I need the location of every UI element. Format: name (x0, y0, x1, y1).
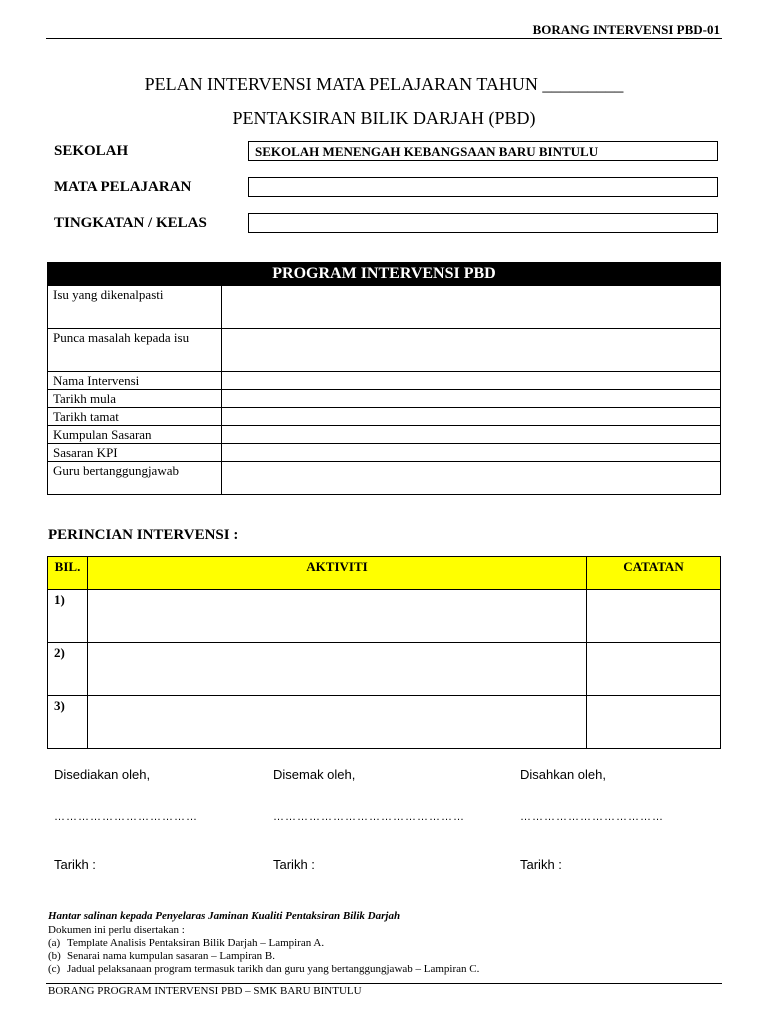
program-row-label: Nama Intervensi (48, 372, 222, 390)
approved-by-label: Disahkan oleh, (520, 767, 606, 782)
school-field[interactable]: SEKOLAH MENENGAH KEBANGSAAN BARU BINTULU (248, 141, 718, 161)
note-item (48, 937, 324, 949)
footer-divider (46, 983, 722, 984)
program-row-value[interactable] (222, 462, 721, 495)
footer-text: BORANG PROGRAM INTERVENSI PBD – SMK BARU BINTULU (48, 985, 362, 997)
details-title: PERINCIAN INTERVENSI : (48, 527, 239, 543)
note-item-number: (a) (48, 937, 61, 949)
activity-cell[interactable] (88, 643, 587, 696)
approved-by-signature-line[interactable]: ……………………………… (520, 811, 664, 823)
prepared-by-label: Disediakan oleh, (54, 767, 151, 782)
program-row-label: Guru bertanggungjawab (48, 462, 222, 495)
row-number: 2) (48, 643, 88, 696)
note-item-text: Senarai nama kumpulan sasaran – Lampiran B. (67, 950, 276, 962)
note-item (48, 950, 275, 962)
program-row-label: Sasaran KPI (48, 444, 222, 462)
prepared-by-date-label: Tarikh : (54, 857, 96, 872)
program-row-value[interactable] (222, 286, 721, 329)
program-row-value[interactable] (222, 408, 721, 426)
note-cell[interactable] (587, 643, 721, 696)
program-row-label: Punca masalah kepada isu (48, 329, 222, 372)
school-label: SEKOLAH (54, 143, 129, 159)
subject-field[interactable] (248, 177, 718, 197)
prepared-by-signature-line[interactable]: ……………………………… (54, 811, 198, 823)
class-field[interactable] (248, 213, 718, 233)
activity-cell[interactable] (88, 590, 587, 643)
col-header-bil: BIL. (48, 557, 88, 590)
checked-by-date-label: Tarikh : (273, 857, 315, 872)
form-code: BORANG INTERVENSI PBD-01 (532, 22, 720, 37)
program-row-label: Kumpulan Sasaran (48, 426, 222, 444)
program-row-label: Tarikh mula (48, 390, 222, 408)
note-cell[interactable] (587, 590, 721, 643)
checked-by-label: Disemak oleh, (273, 767, 356, 782)
note-item-text: Template Analisis Pentaksiran Bilik Darjah – Lampiran A. (67, 937, 325, 949)
program-row-value[interactable] (222, 372, 721, 390)
program-heading: PROGRAM INTERVENSI PBD (48, 263, 721, 286)
class-label: TINGKATAN / KELAS (54, 215, 207, 231)
note-item-number: (c) (48, 963, 61, 975)
note-item-text: Jadual pelaksanaan program termasuk tarikh dan guru yang bertanggungjawab – Lampiran C. (67, 963, 480, 975)
program-row-label: Isu yang dikenalpasti (48, 286, 222, 329)
header-divider (46, 38, 722, 39)
col-header-aktiviti: AKTIVITI (88, 557, 587, 590)
program-row-value[interactable] (222, 426, 721, 444)
program-row-value[interactable] (222, 390, 721, 408)
note-item (48, 963, 479, 975)
subject-label: MATA PELAJARAN (54, 179, 192, 195)
program-row-value[interactable] (222, 444, 721, 462)
activity-cell[interactable] (88, 696, 587, 749)
form-subtitle: PENTAKSIRAN BILIK DARJAH (PBD) (232, 108, 536, 128)
program-table (47, 262, 721, 495)
program-row-value[interactable] (222, 329, 721, 372)
col-header-catatan: CATATAN (587, 557, 721, 590)
approved-by-date-label: Tarikh : (520, 857, 562, 872)
note-item-number: (b) (48, 950, 61, 962)
checked-by-signature-line[interactable]: ………………………………………… (273, 811, 465, 823)
program-row-label: Tarikh tamat (48, 408, 222, 426)
details-table (47, 556, 721, 749)
row-number: 1) (48, 590, 88, 643)
notes-title: Hantar salinan kepada Penyelaras Jaminan Kualiti Pentaksiran Bilik Darjah (48, 910, 401, 922)
notes-intro: Dokumen ini perlu disertakan : (48, 924, 185, 936)
row-number: 3) (48, 696, 88, 749)
note-cell[interactable] (587, 696, 721, 749)
form-title: PELAN INTERVENSI MATA PELAJARAN TAHUN _________ (144, 74, 624, 94)
